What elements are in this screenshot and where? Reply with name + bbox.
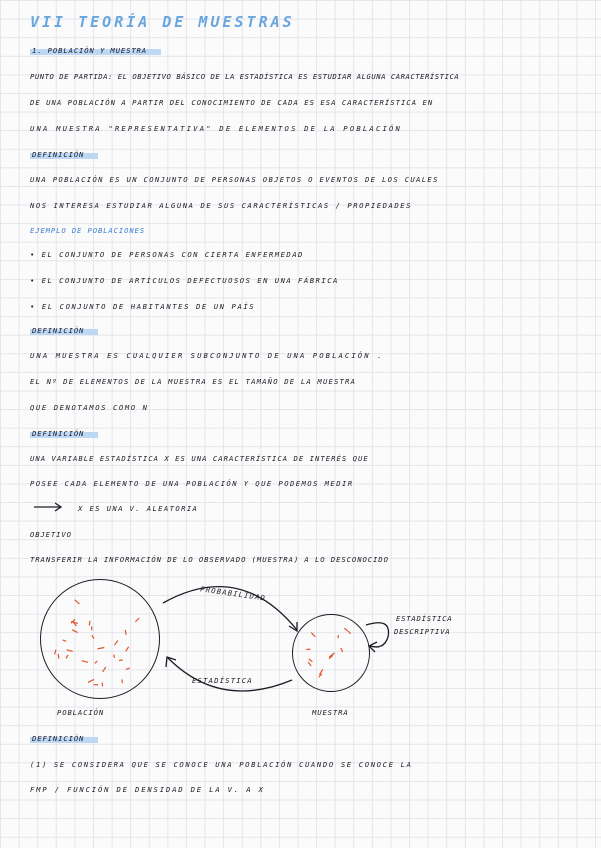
sample-mark bbox=[345, 629, 348, 631]
sample-mark bbox=[89, 621, 90, 625]
objetivo-heading: OBJETIVO bbox=[30, 530, 72, 539]
sample-mark bbox=[341, 648, 343, 651]
population-dots bbox=[55, 600, 139, 686]
sample-mark bbox=[58, 654, 59, 658]
sample-mark bbox=[136, 618, 139, 621]
descriptive-label-line-1: ESTADÍSTICA bbox=[396, 614, 453, 623]
sample-mark bbox=[125, 630, 126, 634]
definition-2-line-3: QUE DENOTAMOS COMO N bbox=[30, 403, 149, 412]
objetivo-text: TRANSFERIR LA INFORMACIÓN DE LO OBSERVADO (MUESTRA) A LO DESCONOCIDO bbox=[30, 555, 389, 564]
definition-heading-4: DEFINICIÓN bbox=[30, 734, 98, 743]
descriptive-loop-arrow bbox=[366, 623, 389, 647]
intro-line-1: PUNTO DE PARTIDA: EL OBJETIVO BÁSICO DE LA ESTADÍSTICA ES ESTUDIAR ALGUNA CARACTERÍSTICA bbox=[30, 72, 460, 81]
definition-2-line-2: EL Nº DE ELEMENTOS DE LA MUESTRA ES EL TAMAÑO DE LA MUESTRA bbox=[30, 377, 357, 386]
definition-heading-3: DEFINICIÓN bbox=[30, 429, 98, 438]
sample-mark bbox=[72, 622, 78, 624]
definition-4-line-1: (1) SE CONSIDERA QUE SE CONOCE UNA POBLACIÓN CUANDO SE CONOCE LA bbox=[30, 760, 413, 769]
sample-mark bbox=[308, 662, 311, 665]
sample-dots bbox=[307, 629, 350, 677]
intro-line-2: DE UNA POBLACIÓN A PARTIR DEL CONOCIMIENTO DE CADA ES ESA CARACTERÍSTICA EN bbox=[30, 98, 434, 107]
definition-heading-2: DEFINICIÓN bbox=[30, 326, 98, 335]
definition-3-line-2: POSEE CADA ELEMENTO DE UNA POBLACIÓN Y QUE PODEMOS MEDIR bbox=[30, 479, 354, 488]
sample-mark bbox=[63, 640, 66, 641]
probability-label: PROBABILIDAD bbox=[199, 584, 267, 603]
sample-mark bbox=[55, 650, 56, 654]
example-item-1: • EL CONJUNTO DE PERSONAS CON CIERTA ENFERMEDAD bbox=[30, 250, 304, 259]
sample-mark bbox=[126, 668, 129, 669]
descriptive-label-line-2: DESCRIPTIVA bbox=[394, 627, 451, 636]
sample-mark bbox=[95, 661, 97, 663]
sample-mark bbox=[103, 667, 106, 671]
sample-mark bbox=[309, 659, 312, 661]
definition-heading-1: DEFINICIÓN bbox=[30, 150, 98, 159]
sample-mark bbox=[92, 635, 94, 638]
sample-mark bbox=[82, 661, 88, 662]
example-item-3: • EL CONJUNTO DE HABITANTES DE UN PAÍS bbox=[30, 302, 256, 311]
population-label: POBLACIÓN bbox=[57, 708, 105, 717]
sample-mark bbox=[312, 633, 315, 636]
definition-3-arrow-text: X ES UNA V. ALEATORIA bbox=[78, 504, 199, 513]
sample-mark bbox=[67, 650, 72, 651]
intro-line-3: UNA MUESTRA "REPRESENTATIVA" DE ELEMENTOS DE LA POBLACIÓN bbox=[30, 124, 403, 133]
sample-mark bbox=[75, 600, 79, 604]
sample-mark bbox=[66, 655, 68, 658]
section-heading-poblacion-muestra: 1. POBLACIÓN Y MUESTRA bbox=[30, 46, 161, 55]
sample-label: MUESTRA bbox=[312, 708, 349, 717]
sample-mark bbox=[349, 631, 351, 633]
statistics-arrowhead bbox=[166, 657, 176, 667]
definition-1-line-1: UNA POBLACIÓN ES UN CONJUNTO DE PERSONAS OBJETOS O EVENTOS DE LOS CUALES bbox=[30, 175, 439, 184]
statistics-label: ESTADÍSTICA bbox=[192, 676, 253, 685]
example-item-2: • EL CONJUNTO DE ARTÍCULOS DEFECTUOSOS EN UNA FÁBRICA bbox=[30, 276, 339, 285]
page-title: VII TEORÍA DE MUESTRAS bbox=[30, 13, 295, 31]
examples-heading: EJEMPLO DE POBLACIONES bbox=[30, 226, 145, 235]
sample-mark bbox=[126, 647, 128, 651]
definition-1-line-2: NOS INTERESA ESTUDIAR ALGUNA DE SUS CARACTERÍSTICAS / PROPIEDADES bbox=[30, 201, 413, 210]
sample-mark bbox=[73, 630, 78, 632]
statistics-arrow bbox=[168, 658, 292, 691]
sample-mark bbox=[98, 648, 104, 649]
definition-3-line-1: UNA VARIABLE ESTADÍSTICA X ES UNA CARACTERÍSTICA DE INTERÉS QUE bbox=[30, 454, 369, 463]
definition-4-line-2: FMP / FUNCIÓN DE DENSIDAD DE LA V. A X bbox=[30, 785, 265, 794]
sample-mark bbox=[115, 641, 118, 645]
definition-2-line-1: UNA MUESTRA ES CUALQUIER SUBCONJUNTO DE UNA POBLACIÓN . bbox=[30, 351, 384, 360]
probability-arrowhead bbox=[289, 622, 297, 631]
sample-mark bbox=[88, 680, 93, 683]
